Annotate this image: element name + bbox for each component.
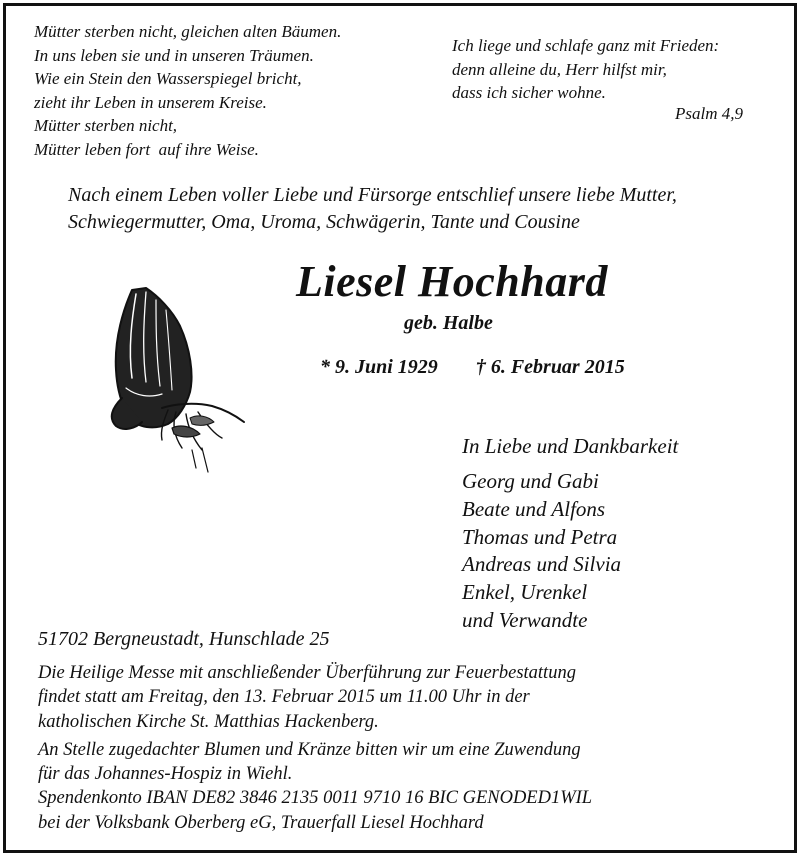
poem-line: In uns leben sie und in unseren Träumen. [34, 45, 314, 65]
poem-line: Wie ein Stein den Wasserspiegel bricht, [34, 69, 302, 88]
donation-line: bei der Volksbank Oberberg eG, Trauerfall Liesel Hochhard [38, 812, 484, 833]
death-date: † 6. Februar 2015 [475, 356, 625, 378]
psalm-reference: Psalm 4,9 [675, 104, 743, 123]
poem-line: Mütter sterben nicht, [34, 116, 178, 135]
psalm-line: Ich liege und schlafe ganz mit Frieden: [452, 36, 720, 55]
mourner-line: Enkel, Urenkel [462, 580, 588, 605]
obituary-notice [3, 3, 797, 853]
psalm-line: dass ich sicher wohne. [452, 83, 606, 102]
donation-line: Spendenkonto IBAN DE82 3846 2135 0011 9710 16 BIC GENODED1WIL [38, 788, 593, 809]
praying-hands-icon [102, 278, 252, 478]
psalm-quote [452, 34, 719, 105]
mourners-list [462, 468, 621, 635]
intro-line: Schwiegermutter, Oma, Uroma, Schwägerin, Tante und Cousine [68, 211, 580, 233]
mourner-line: Thomas und Petra [462, 524, 618, 549]
intro-text [68, 182, 677, 236]
deceased-name: Liesel Hochhard [296, 257, 608, 306]
poem-line: zieht ihr Leben in unserem Kreise. [34, 92, 267, 112]
poem-line: Mütter leben fort auf ihre Weise. [34, 139, 259, 159]
birth-date: * 9. Juni 1929 [320, 356, 438, 378]
service-line: katholischen Kirche St. Matthias Hackenberg. [38, 711, 379, 732]
donation-paragraph [38, 738, 592, 835]
poem-block [34, 20, 341, 161]
intro-line: Nach einem Leben voller Liebe und Fürsorge entschlief unsere liebe Mutter, [68, 184, 677, 206]
mourner-line: Beate und Alfons [462, 496, 606, 521]
service-line: Die Heilige Messe mit anschließender Überführung zur Feuerbestattung [38, 663, 576, 683]
service-details [38, 661, 592, 839]
service-line: findet statt am Freitag, den 13. Februar 2015 um 11.00 Uhr in der [38, 687, 530, 708]
mourner-line: Andreas und Silvia [462, 552, 622, 577]
service-paragraph [38, 661, 592, 734]
mourner-line: Georg und Gabi [462, 469, 599, 493]
address: 51702 Bergneustadt, Hunschlade 25 [38, 628, 330, 650]
mourner-line: und Verwandte [462, 607, 588, 632]
maiden-name: geb. Halbe [404, 312, 493, 334]
poem-line: Mütter sterben nicht, gleichen alten Bäumen. [34, 22, 342, 41]
life-dates [320, 356, 625, 379]
donation-line: für das Johannes-Hospiz in Wiehl. [38, 764, 293, 785]
donation-line: An Stelle zugedachter Blumen und Kränze bitten wir um eine Zuwendung [38, 739, 581, 760]
psalm-line: denn alleine du, Herr hilfst mir, [452, 59, 667, 79]
mourners-heading: In Liebe und Dankbarkeit [462, 434, 679, 458]
